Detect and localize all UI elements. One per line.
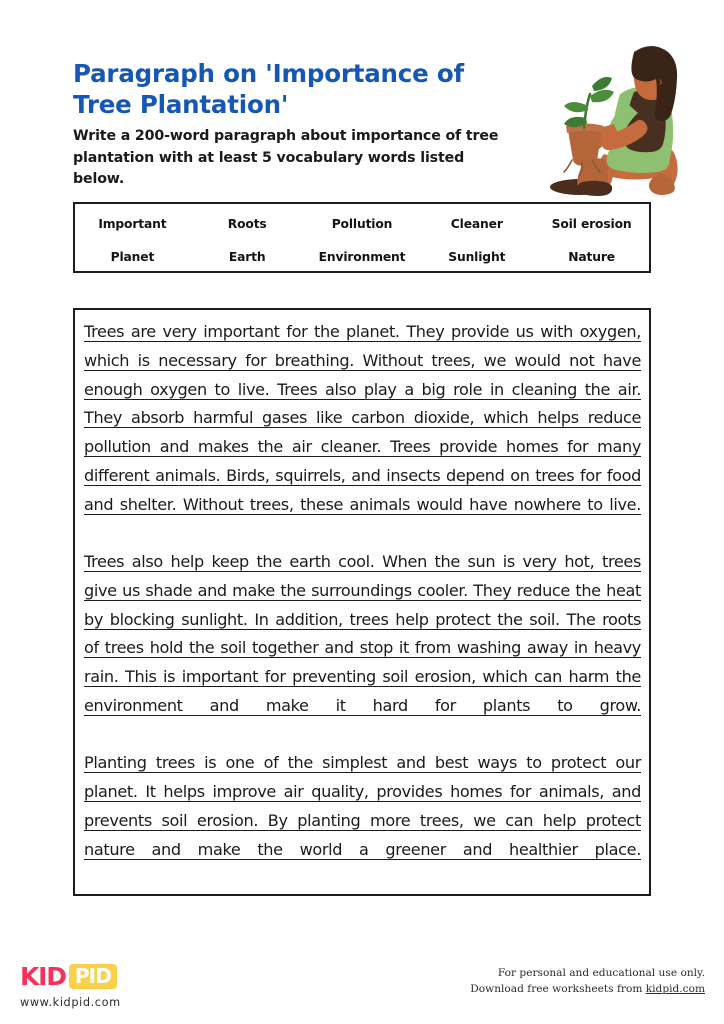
vocabulary-word: Roots bbox=[227, 216, 267, 231]
page-footer bbox=[0, 952, 724, 1012]
footer-note-line-1: For personal and educational use only. bbox=[497, 967, 705, 979]
instructions-text: Write a 200-word paragraph about importance of tree plantation with at least 5 vocabulary words listed below. bbox=[73, 128, 499, 187]
logo-kid-text: KID bbox=[20, 961, 66, 991]
kidpid-link[interactable]: kidpid.com bbox=[645, 982, 705, 995]
answer-text-area[interactable] bbox=[73, 308, 651, 896]
answer-paragraph: Trees also help keep the earth cool. When the sun is very hot, trees give us shade and make the surroundings cooler. They reduce the heat by blocking sunlight. In addition, trees help protect the soil. The roots of trees hold the soil together and stop it from washing away in heavy rain. This is important for preventing soil erosion, which can harm the environment and make it hard for plants to grow. bbox=[84, 552, 641, 715]
vocabulary-word: Planet bbox=[110, 250, 155, 265]
footer-note-line-2 bbox=[470, 982, 705, 998]
logo-mark bbox=[20, 962, 170, 990]
answer-paragraph: Trees are very important for the planet. They provide us with oxygen, which is necessary for breathing. Without trees, we would not have enough oxygen to live. Trees also play a big role in cleaning the air. They absorb harmful gases like carbon dioxide, which helps reduce pollution and makes the air cleaner. Trees provide homes for many different animals. Birds, squirrels, and insects depend on trees for food and shelter. Without trees, these animals would have nowhere to live. bbox=[84, 322, 641, 514]
worksheet-header bbox=[73, 58, 543, 191]
vocabulary-word: Nature bbox=[568, 250, 615, 265]
vocabulary-word: Environment bbox=[318, 250, 406, 265]
footer-usage-note bbox=[470, 966, 705, 997]
vocabulary-word: Sunlight bbox=[448, 250, 506, 265]
vocabulary-row-2 bbox=[75, 241, 649, 277]
answer-paragraph: Planting trees is one of the simplest and best ways to protect our planet. It helps improve air quality, provides homes for animals, and prevents soil erosion. By planting more trees, we can help protect nature and make the world a greener and healthier place. bbox=[84, 753, 641, 859]
logo-pid-badge: PID bbox=[69, 964, 117, 989]
vocabulary-word: Earth bbox=[228, 250, 266, 265]
vocabulary-word: Soil erosion bbox=[551, 216, 632, 231]
vocabulary-word: Pollution bbox=[331, 216, 393, 231]
logo-url-text: www.kidpid.com bbox=[20, 996, 121, 1009]
kidpid-logo bbox=[20, 962, 170, 1009]
woman-planting-sapling-illustration bbox=[538, 42, 710, 202]
vocabulary-word-bank bbox=[73, 202, 651, 273]
vocabulary-row-1 bbox=[75, 204, 649, 241]
vocabulary-word: Important bbox=[98, 216, 167, 231]
footer-note-prefix: Download free worksheets from bbox=[470, 982, 646, 995]
vocabulary-word: Cleaner bbox=[450, 216, 503, 231]
answer-body bbox=[84, 318, 641, 893]
page-title: Paragraph on 'Importance of Tree Plantation' bbox=[73, 59, 464, 119]
